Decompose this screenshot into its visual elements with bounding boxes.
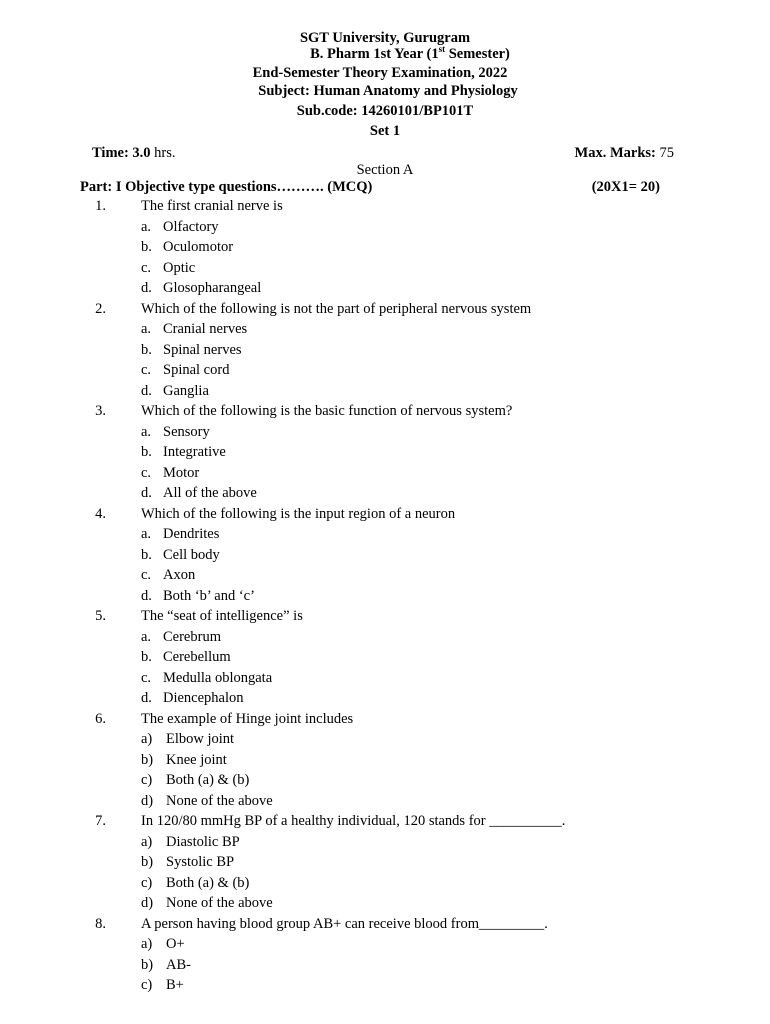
course-prefix: B. Pharm 1st Year (1 — [310, 46, 439, 62]
question-number: 5. — [95, 608, 106, 624]
time-value: 3.0 — [132, 145, 151, 161]
subject-line: Subject: Human Anatomy and Physiology — [258, 83, 518, 99]
option-label: d) — [141, 895, 154, 911]
exam-title: End-Semester Theory Examination, 2022 — [252, 65, 508, 81]
option-text: Cerebrum — [163, 628, 221, 645]
question-number: 1. — [95, 198, 106, 214]
question-text: The first cranial nerve is — [141, 198, 283, 214]
option-label: b) — [141, 751, 154, 768]
question-text: The example of Hinge joint includes — [141, 710, 354, 727]
option-text: Elbow joint — [166, 731, 235, 747]
option-text: Integrative — [163, 444, 226, 460]
option-text: Both (a) & (b) — [166, 874, 250, 891]
option-text: Cranial nerves — [163, 321, 248, 337]
option-label: b. — [141, 546, 152, 563]
question-number: 7. — [95, 813, 106, 829]
question-text: The “seat of intelligence” is — [141, 608, 303, 624]
option-label: d) — [141, 792, 154, 809]
marks-label: Max. Marks: — [574, 145, 660, 161]
question-text: Which of the following is the basic function of nervous system? — [141, 403, 513, 419]
question-number: 4. — [95, 505, 106, 522]
option-text: Cerebellum — [163, 649, 231, 665]
question-text: Which of the following is not the part of peripheral nervous system — [141, 300, 532, 317]
part-marks: (20X1= 20) — [591, 179, 660, 195]
option-text: Dendrites — [163, 526, 220, 542]
course-superscript: st — [438, 44, 446, 54]
set-line: Set 1 — [369, 123, 401, 139]
question-number: 6. — [95, 710, 106, 727]
question-text: A person having blood group AB+ can receive blood from_________. — [141, 915, 548, 932]
option-label: b) — [141, 956, 154, 973]
option-text: B+ — [166, 977, 184, 993]
option-text: Diencephalon — [163, 690, 244, 706]
option-label: d. — [141, 280, 152, 296]
option-text: None of the above — [166, 895, 273, 911]
subcode-line: Sub.code: 14260101/BP101T — [296, 103, 474, 119]
option-label: a. — [141, 321, 152, 337]
option-label: a. — [141, 218, 152, 235]
course-line — [0, 44, 770, 62]
question-number: 8. — [95, 915, 106, 932]
option-label: b. — [141, 444, 152, 460]
option-label: a. — [141, 526, 152, 542]
part-heading: Part: I Objective type questions………. (MCQ) — [80, 179, 373, 195]
section-title: Section A — [356, 162, 414, 178]
option-label: a) — [141, 833, 153, 850]
option-label: b. — [141, 239, 152, 255]
option-label: c. — [141, 567, 152, 583]
option-text: Medulla oblongata — [163, 669, 273, 686]
option-label: d. — [141, 485, 152, 501]
option-text: Olfactory — [163, 218, 219, 235]
time-unit: hrs. — [150, 145, 176, 161]
option-label: c) — [141, 874, 153, 891]
option-label: c. — [141, 259, 152, 276]
option-label: a) — [141, 936, 153, 952]
option-text: Cell body — [163, 546, 220, 563]
option-text: Spinal nerves — [163, 341, 242, 358]
marks-value: 75 — [659, 145, 674, 161]
question-text: Which of the following is the input region of a neuron — [141, 505, 456, 522]
option-text: AB- — [166, 956, 191, 973]
option-text: Axon — [163, 567, 196, 583]
option-text: Both ‘b’ and ‘c’ — [163, 587, 255, 604]
option-label: d. — [141, 382, 152, 399]
option-text: Spinal cord — [163, 362, 230, 378]
option-label: b. — [141, 649, 152, 665]
option-text: Diastolic BP — [166, 833, 240, 850]
option-label: c. — [141, 669, 152, 686]
option-text: Motor — [163, 464, 200, 481]
option-text: Optic — [163, 259, 196, 276]
option-label: a) — [141, 731, 153, 747]
university-name: SGT University, Gurugram — [299, 30, 471, 46]
option-text: All of the above — [163, 485, 257, 501]
option-text: Knee joint — [166, 751, 227, 768]
option-label: a. — [141, 423, 152, 440]
option-label: b. — [141, 341, 152, 358]
option-label: d. — [141, 587, 152, 604]
option-text: Ganglia — [163, 382, 209, 399]
option-text: Glosopharangeal — [163, 280, 262, 296]
time-label: Time: — [92, 145, 133, 161]
option-text: None of the above — [166, 792, 273, 809]
option-label: b) — [141, 854, 154, 870]
option-label: a. — [141, 628, 152, 645]
option-text: Systolic BP — [166, 854, 235, 870]
option-text: Both (a) & (b) — [166, 772, 250, 788]
option-label: c. — [141, 464, 152, 481]
option-text: O+ — [166, 936, 185, 952]
option-text: Oculomotor — [163, 239, 234, 255]
option-label: c) — [141, 772, 153, 788]
question-number: 2. — [95, 300, 106, 317]
question-text: In 120/80 mmHg BP of a healthy individual, 120 stands for __________. — [141, 813, 566, 829]
max-marks — [575, 146, 674, 161]
option-text: Sensory — [163, 423, 210, 440]
option-label: c. — [141, 362, 152, 378]
course-suffix: Semester) — [445, 46, 510, 62]
option-label: c) — [141, 977, 153, 993]
question-number: 3. — [95, 403, 106, 419]
time-info — [92, 146, 176, 161]
option-label: d. — [141, 690, 152, 706]
